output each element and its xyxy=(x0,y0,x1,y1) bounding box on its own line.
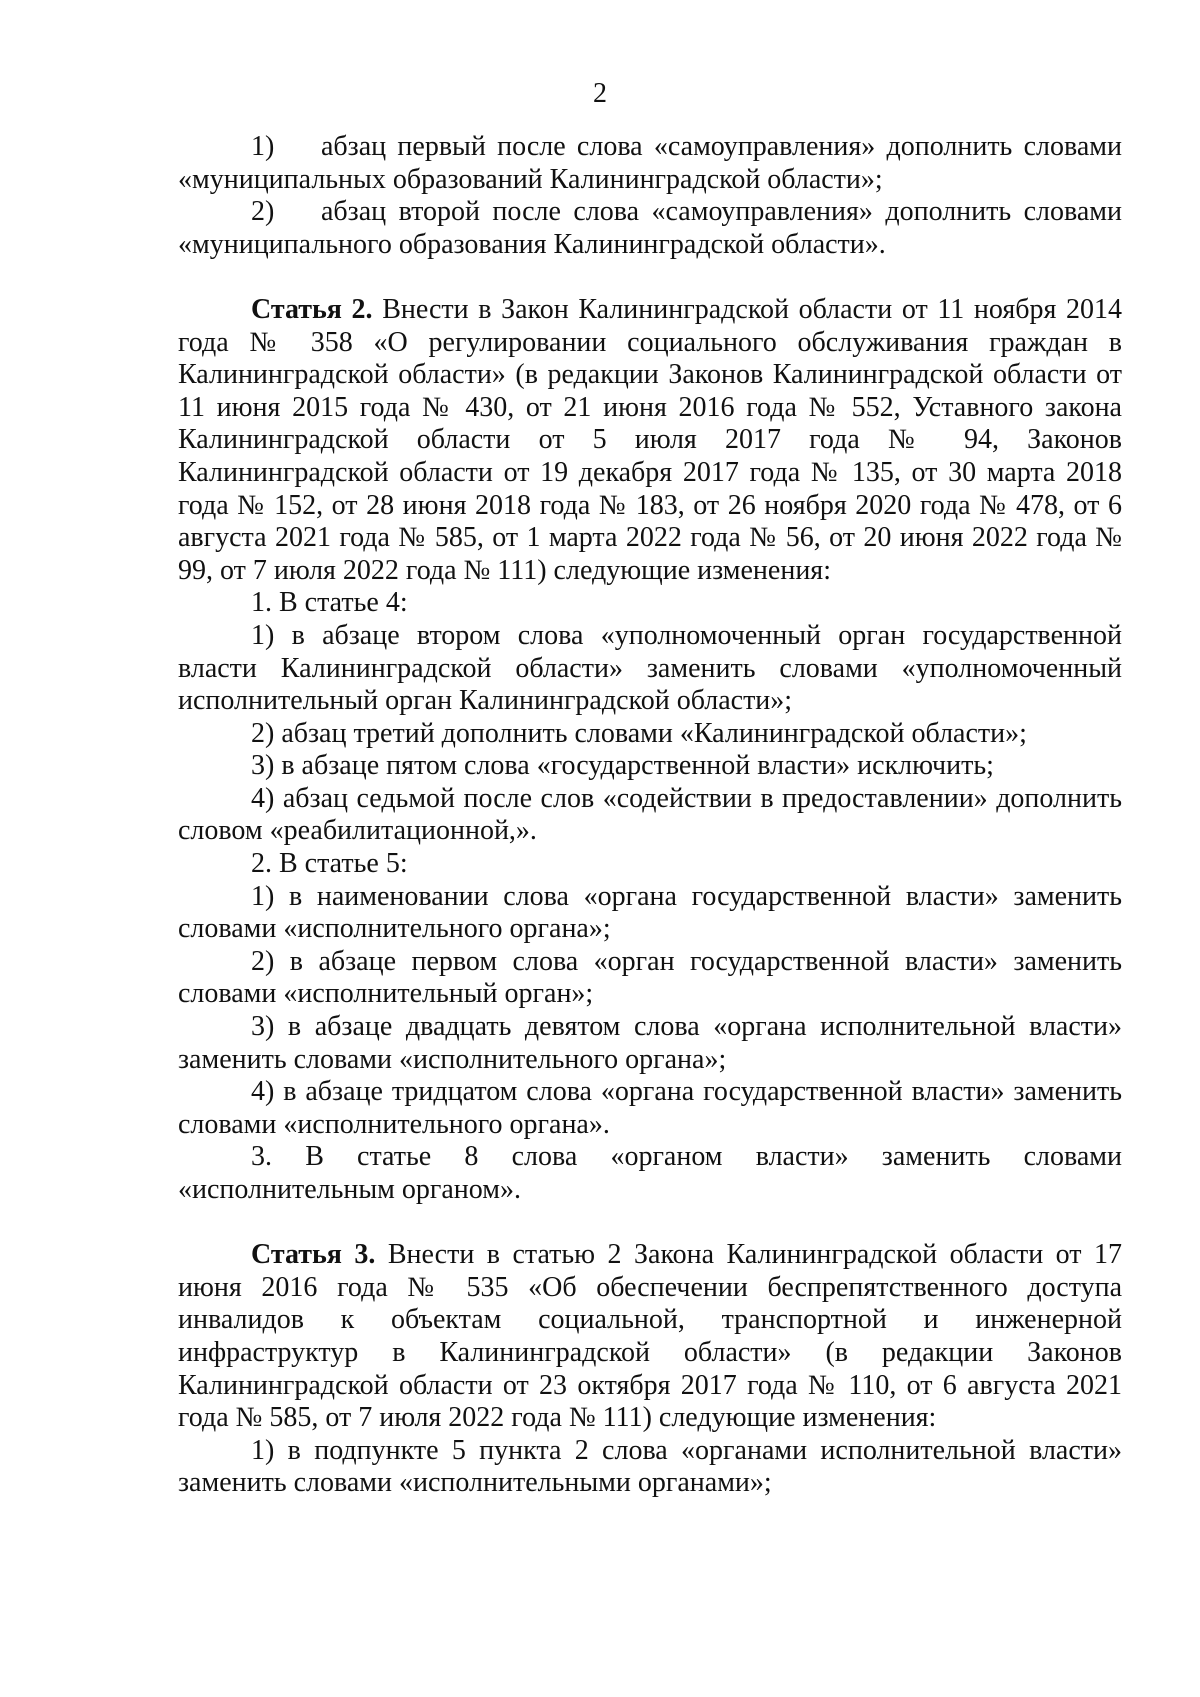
paragraph-spacer xyxy=(178,261,1122,294)
sub-clause: 3) в абзаце двадцать девятом слова «органа исполнительной власти» заменить словами «исполнительного органа»; xyxy=(178,1011,1122,1075)
clause: 2. В статье 5: xyxy=(251,848,408,880)
sub-clause: 2) в абзаце первом слова «орган государственной власти» заменить словами «исполнительный орган»; xyxy=(178,945,1122,1010)
article-text: Внести в Закон Калининградской области от 11 ноября 2014 года № 358 «О регулировании социального обслуживания граждан в Калининградской области» (в редакции Законов Калининградской области от 11 июня 2015 года № 430, от 21 июня 2016 года № 552, Уставного закона Калининградской области от 5 июля 2017 года № 94, Законов Калининградской области от 19 декабря 2017 года № 135, от 30 марта 2018 года № 152, от 28 июня 2018 года № 183, от 26 ноября 2020 года № 478, от 6 августа 2021 года № 585, от 1 марта 2022 года № 56, от 20 июня 2022 года № 99, от 7 июля 2022 года № 111) следующие изменения: xyxy=(178,293,1122,586)
list-item xyxy=(178,196,1122,261)
sub-clause: 1) в подпункте 5 пункта 2 слова «органами исполнительной власти» заменить словами «исполнительными органами»; xyxy=(178,1434,1122,1499)
clause: 3. В статье 8 слова «органом власти» заменить словами «исполнительным органом». xyxy=(178,1141,1122,1205)
article-text: Внести в статью 2 Закона Калининградской области от 17 июня 2016 года № 535 «Об обеспечении беспрепятственного доступа инвалидов к объектам социальной, транспортной и инженерной инфраструктур в Калининградской области» (в редакции Законов Калининградской области от 23 октября 2017 года № 110, от 6 августа 2021 года № 585, от 7 июля 2022 года № 111) следующие изменения: xyxy=(178,1239,1122,1434)
clause: 1. В статье 4: xyxy=(251,587,408,619)
document-body xyxy=(178,131,1122,1500)
list-item xyxy=(178,131,1122,196)
page-number: 2 xyxy=(593,78,607,109)
sub-clause: 3) в абзаце пятом слова «государственной власти» исключить; xyxy=(251,750,994,782)
sub-clause: 1) в наименовании слова «органа государственной власти» заменить словами «исполнительного органа»; xyxy=(178,880,1122,945)
sub-clause: 1) в абзаце втором слова «уполномоченный орган государственной власти Калининградской области» заменить словами «уполномоченный исполнительный орган Калининградской области»; xyxy=(178,619,1122,717)
sub-clause: 4) в абзаце тридцатом слова «органа государственной власти» заменить словами «исполнительного органа». xyxy=(178,1076,1122,1140)
article-heading: Статья 3. xyxy=(251,1239,376,1271)
article-3-intro xyxy=(178,1239,1122,1435)
list-item-number: 1) xyxy=(251,131,275,162)
list-item-text: абзац второй после слова «самоуправления» дополнить словами «муниципального образования Калининградской области». xyxy=(178,196,1122,260)
paragraph-spacer xyxy=(178,1207,1122,1240)
article-heading: Статья 2. xyxy=(251,293,373,325)
list-item-number: 2) xyxy=(251,196,275,228)
list-item-text: абзац первый после слова «самоуправления» дополнить словами «муниципальных образований Калининградской области»; xyxy=(178,131,1122,195)
article-2-intro xyxy=(178,294,1122,587)
sub-clause: 4) абзац седьмой после слов «содействии в предоставлении» дополнить словом «реабилитационной,». xyxy=(178,782,1122,847)
sub-clause: 2) абзац третий дополнить словами «Калининградской области»; xyxy=(251,717,1027,749)
